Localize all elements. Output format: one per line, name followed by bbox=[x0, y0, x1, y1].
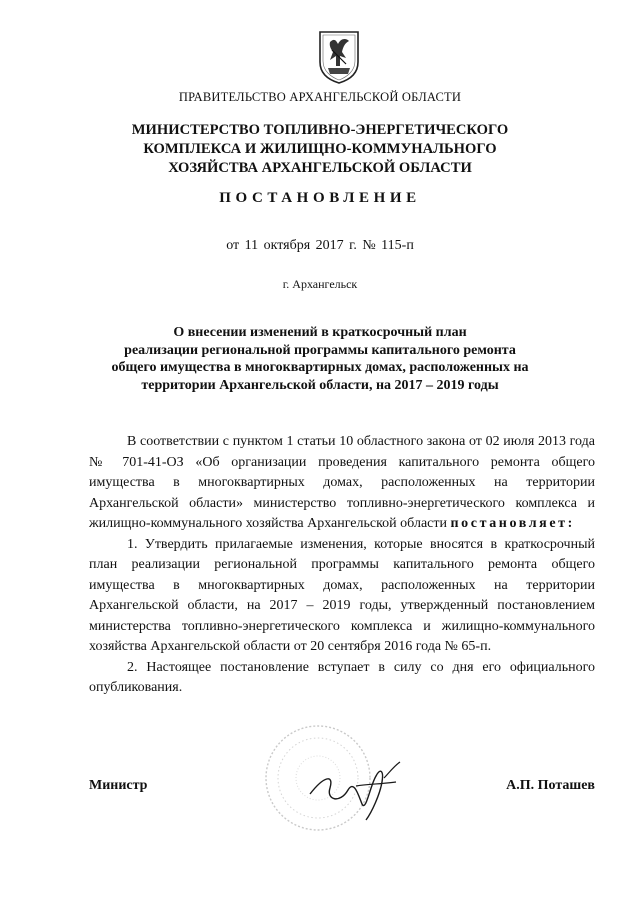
signer-name: А.П. Поташев bbox=[506, 778, 595, 793]
preamble-text: В соответствии с пунктом 1 статьи 10 областного закона от 02 июля 2013 года № 701-41-ОЗ «Об организации проведения капитального ремонта общего имущества в многоквартирных домах, расположенных на территории Архангельской области» министерство топливно-энергетического комплекса и жилищно-коммунального хозяйства Архангельской области bbox=[89, 434, 595, 531]
subject-line: территории Архангельской области, на 2017 – 2019 годы bbox=[141, 377, 499, 393]
ministry-title-line: ХОЗЯЙСТВА АРХАНГЕЛЬСКОЙ ОБЛАСТИ bbox=[168, 160, 472, 176]
subject-line: О внесении изменений в краткосрочный план bbox=[173, 325, 467, 340]
document-type: ПОСТАНОВЛЕНИЕ bbox=[219, 190, 421, 206]
signature-icon bbox=[300, 756, 410, 826]
document-subject bbox=[100, 324, 540, 394]
preamble-paragraph bbox=[89, 432, 595, 535]
ministry-title bbox=[120, 121, 520, 178]
government-title: ПРАВИТЕЛЬСТВО АРХАНГЕЛЬСКОЙ ОБЛАСТИ bbox=[178, 90, 462, 104]
signer-position: Министр bbox=[89, 778, 148, 793]
resolves-word: постановляет: bbox=[450, 516, 575, 531]
subject-line: общего имущества в многоквартирных домах, расположенных на bbox=[111, 360, 529, 375]
document-body bbox=[89, 432, 595, 699]
ministry-title-line: МИНИСТЕРСТВО ТОПЛИВНО-ЭНЕРГЕТИЧЕСКОГО bbox=[131, 122, 509, 138]
coat-of-arms-icon bbox=[316, 28, 362, 84]
clause-1-paragraph: 1. Утвердить прилагаемые изменения, которые вносятся в краткосрочный план реализации региональной программы капитального ремонта общего имущества в многоквартирных домах, расположенных на территории Архангельской области, на 2017 – 2019 годы, утвержденный постановлением министерства топливно-энергетического комплекса и жилищно-коммунального хозяйства Архангельской области от 20 сентября 2016 года № 65-п. bbox=[89, 536, 595, 654]
document-city: г. Архангельск bbox=[282, 277, 358, 291]
clause-2-paragraph: 2. Настоящее постановление вступает в силу со дня его официального опубликования. bbox=[89, 659, 595, 695]
subject-line: реализации региональной программы капитального ремонта bbox=[124, 342, 516, 358]
document-date: от 11 октября 2017 г. № 115-п bbox=[226, 238, 414, 253]
ministry-title-line: КОМПЛЕКСА И ЖИЛИЩНО-КОММУНАЛЬНОГО bbox=[143, 141, 497, 157]
